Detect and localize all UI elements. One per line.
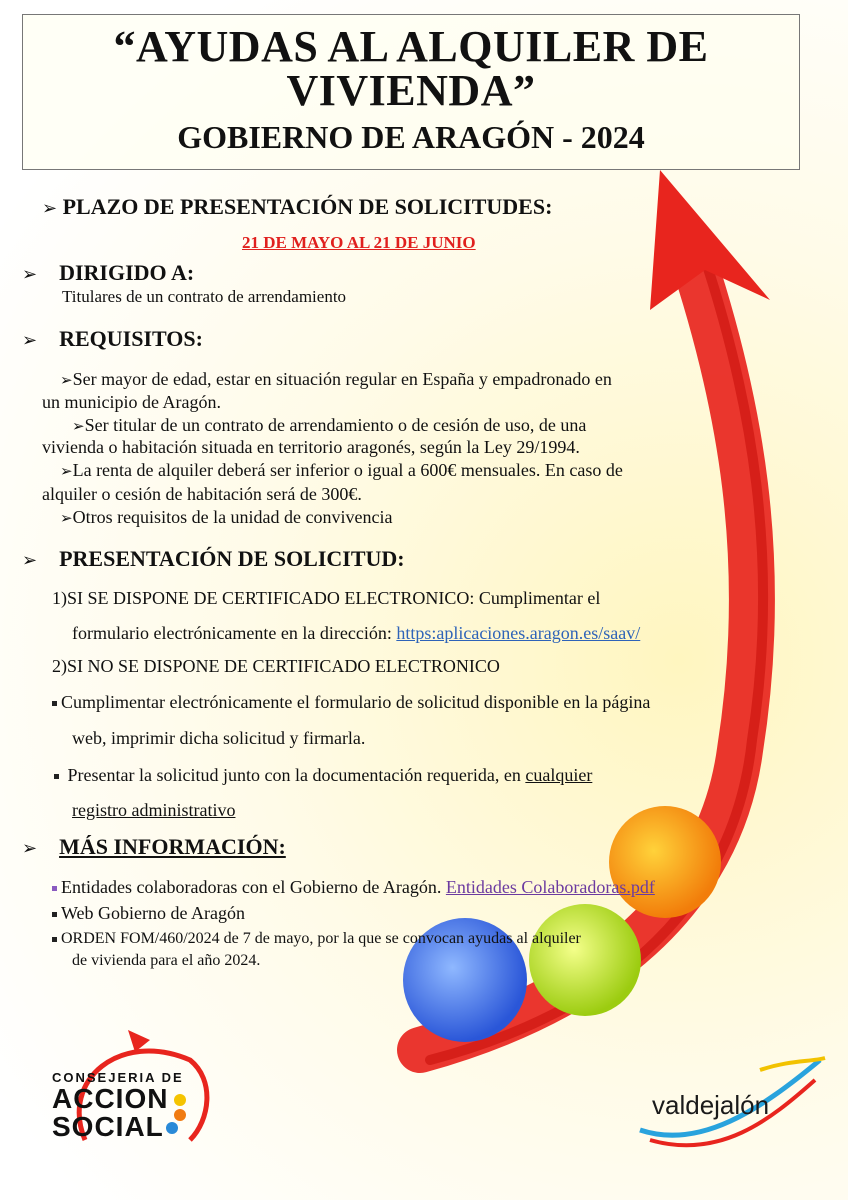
entidades-pdf-link[interactable]: Entidades Colaboradoras.pdf: [445, 877, 655, 897]
arrow-bullet-icon: ➢: [22, 264, 38, 285]
main-title-line-2: VIVIENDA”: [286, 66, 536, 115]
presentacion-bullet-1-cont: web, imprimir dicha solicitud y firmarla.: [72, 728, 366, 748]
requisito-1: ➢Ser mayor de edad, estar en situación regular en España y empadronado en: [60, 369, 612, 389]
title-box: [22, 14, 800, 170]
plazo-dates: 21 DE MAYO AL 21 DE JUNIO: [242, 233, 476, 252]
accion-social-logo: CONSEJERIA DE ACCION SOCIAL: [52, 1070, 184, 1142]
mas-info-item-1: Entidades colaboradoras con el Gobierno de Aragón. Entidades Colaboradoras.pdf: [52, 877, 655, 898]
square-bullet-icon: [52, 701, 57, 706]
square-bullet-icon: [54, 774, 59, 779]
presentacion-opcion-1-cont: formulario electrónicamente en la dirección: https:aplicaciones.aragon.es/saav/: [72, 623, 641, 643]
requisito-4: ➢Otros requisitos de la unidad de convivencia: [60, 507, 393, 527]
mas-info-heading: ➢ MÁS INFORMACIÓN:: [22, 834, 286, 859]
valdejalon-logo: valdejalón: [652, 1090, 770, 1120]
requisito-2: ➢Ser titular de un contrato de arrendamiento o de cesión de uso, de una: [72, 415, 587, 435]
presentacion-bullet-2: Presentar la solicitud junto con la documentación requerida, en cualquier: [54, 765, 592, 786]
arrow-bullet-icon: ➢: [42, 198, 58, 219]
mas-info-item-2[interactable]: Web Gobierno de Aragón: [52, 903, 245, 924]
square-bullet-icon: [52, 937, 57, 942]
arrow-bullet-icon: ➢: [22, 838, 38, 859]
dirigido-heading: ➢ DIRIGIDO A:: [22, 260, 195, 285]
arrow-bullet-icon: ➢: [72, 417, 85, 435]
arrow-bullet-icon: ➢: [60, 462, 73, 480]
arrow-bullet-icon: ➢: [60, 371, 73, 389]
requisito-3-cont: alquiler o cesión de habitación será de 300€.: [42, 484, 362, 504]
requisitos-heading: ➢ REQUISITOS:: [22, 326, 203, 351]
presentacion-heading: ➢ PRESENTACIÓN DE SOLICITUD:: [22, 546, 405, 571]
presentacion-opcion-2: 2)SI NO SE DISPONE DE CERTIFICADO ELECTRONICO: [52, 656, 500, 676]
registro-link-part-2: registro administrativo: [72, 800, 236, 820]
mas-info-item-3: ORDEN FOM/460/2024 de 7 de mayo, por la que se convocan ayudas al alquiler: [52, 930, 581, 948]
main-title-line-1: “AYUDAS AL ALQUILER DE: [113, 22, 709, 71]
square-bullet-icon: [52, 886, 57, 891]
square-bullet-icon: [52, 912, 57, 917]
arrow-bullet-icon: ➢: [22, 330, 38, 351]
orange-ball: [609, 806, 721, 918]
requisito-2-cont: vivienda o habitación situada en territorio aragonés, según la Ley 29/1994.: [42, 437, 580, 457]
arrow-bullet-icon: ➢: [22, 550, 38, 571]
arrow-bullet-icon: ➢: [60, 509, 73, 527]
green-ball: [529, 904, 641, 1016]
requisito-1-cont: un municipio de Aragón.: [42, 392, 221, 412]
saav-link[interactable]: https:aplicaciones.aragon.es/saav/: [396, 623, 641, 643]
mas-info-item-3-cont: de vivienda para el año 2024.: [72, 952, 261, 969]
presentacion-opcion-1: 1)SI SE DISPONE DE CERTIFICADO ELECTRONICO: Cumplimentar el: [52, 588, 601, 608]
plazo-heading: ➢ PLAZO DE PRESENTACIÓN DE SOLICITUDES:: [42, 194, 553, 219]
presentacion-bullet-1: Cumplimentar electrónicamente el formulario de solicitud disponible en la página: [52, 692, 650, 713]
dirigido-text: Titulares de un contrato de arrendamiento: [62, 287, 347, 306]
registro-link-part-1[interactable]: cualquier: [525, 765, 593, 785]
requisito-3: ➢La renta de alquiler deberá ser inferior o igual a 600€ mensuales. En caso de: [60, 460, 623, 480]
subtitle: GOBIERNO DE ARAGÓN - 2024: [177, 119, 645, 155]
